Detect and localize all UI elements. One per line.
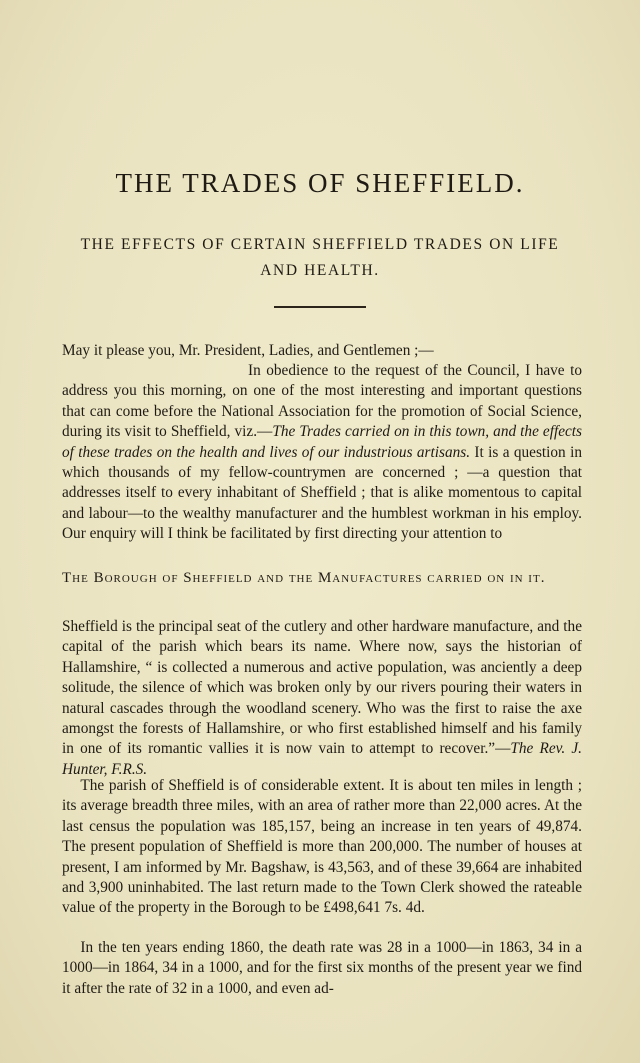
- salutation: [62, 341, 582, 361]
- paragraph-2: [62, 617, 582, 780]
- subtitle: THE EFFECTS OF CERTAIN SHEFFIELD TRADES ON LIFE AND HEALTH.: [80, 236, 560, 279]
- paragraph-1-tail: It is a question in which thousands of my fellow-countrymen are concerned ; —a question that addresses itself to every inhabitant of Sheffield ; that is alike momentous to capital and labour—to the wealthy manufacturer and the humblest workman in his employ. Our enquiry will I think be facilitated by first directing your attention to: [62, 443, 582, 543]
- paragraph-4: [62, 938, 582, 999]
- title-divider: [274, 306, 366, 308]
- paragraph-2-text: Sheffield is the principal seat of the cutlery and other hardware manufacture, and the capital of the parish which bears its name. Where now, says the historian of Hallamshire, “ is collected a numerous and active population, was anciently a deep solitude, the silence of which was broken only by our rivers pouring their waters in natural cascades through the woodland scenery. Who was the first to raise the axe amongst the forests of Hallamshire, or who first established himself and his family in one of its romantic vallies it is now vain to attempt to recover.”—: [62, 618, 582, 758]
- paragraph-4-text: In the ten years ending 1860, the death rate was 28 in a 1000—in 1863, 34 in a 1000—in 1864, 34 in a 1000, and for the first six months of the present year we find it after the rate of 32 in a 1000, and even ad-: [62, 939, 582, 997]
- section-heading: [62, 568, 582, 588]
- paragraph-2-citation: The Rev. J. Hunter, F.R.S.: [62, 740, 582, 778]
- page-title: THE TRADES OF SHEFFIELD.: [115, 168, 525, 198]
- paragraph-1-italic: The Trades carried on in this town, and the effects of these trades on the health and lives of our industrious artisans.: [62, 423, 582, 461]
- section-heading-text: The Borough of Sheffield and the Manufactures carried on in it.: [62, 570, 546, 586]
- paragraph-1-lead: In obedience to the request of the Council, I have to address you this morning, on one of the most interesting and important questions that can come before the National Association for the promotion of Social Science, during its visit to Sheffield, viz.—: [62, 362, 582, 441]
- paragraph-3: [62, 776, 582, 919]
- salutation-text: May it please you, Mr. President, Ladies, and Gentlemen ;—: [62, 342, 434, 359]
- paragraph-1: [62, 361, 582, 545]
- paragraph-3-text: The parish of Sheffield is of considerable extent. It is about ten miles in length ; its average breadth three miles, with an area of rather more than 22,000 acres. At the last census the population was 185,157, being an increase in ten years of 49,874. The present population of Sheffield is more than 200,000. The number of houses at present, I am informed by Mr. Bagshaw, is 43,563, and of these 39,664 are inhabited and 3,900 uninhabited. The last return made to the Town Clerk showed the rateable value of the property in the Borough to be £498,641 7s. 4d.: [62, 777, 582, 917]
